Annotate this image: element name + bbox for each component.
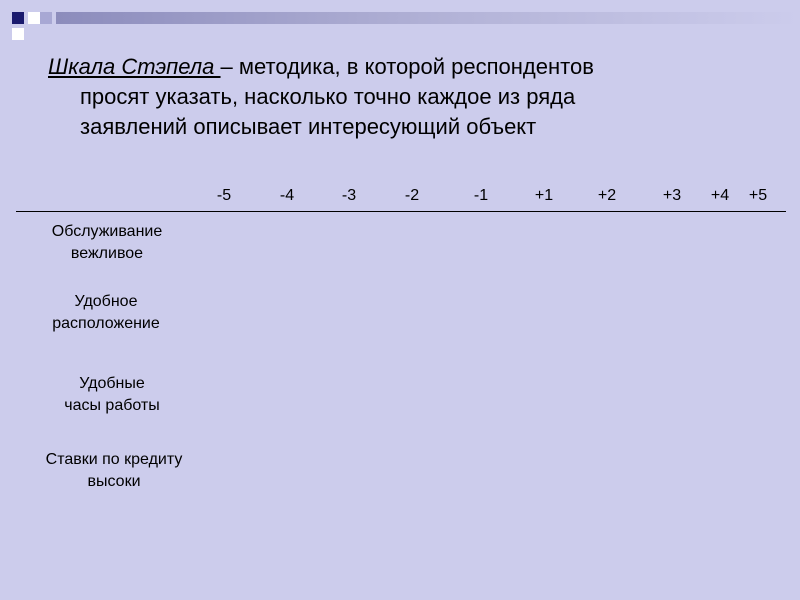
scale-value: +2 (597, 187, 617, 204)
decor-square-dark (12, 12, 24, 24)
item-label (52, 221, 162, 265)
item-label-line: расположение (52, 315, 160, 332)
scale-value: -2 (404, 187, 420, 204)
scale-divider (16, 211, 786, 212)
scale-value: +5 (748, 187, 768, 204)
scale-value: +3 (662, 187, 682, 204)
item-label-line: часы работы (64, 397, 160, 414)
heading-line-3: заявлений описывает интересующий объект (80, 114, 537, 139)
decor-square-light (28, 12, 40, 24)
scale-value: -5 (216, 187, 232, 204)
decor-gradient-bar (56, 12, 800, 24)
item-label (46, 449, 183, 493)
slide-heading (48, 52, 768, 142)
item-label (52, 291, 160, 335)
decor-square-light (12, 28, 24, 40)
scale-value: +4 (710, 187, 730, 204)
item-label-line: высоки (87, 473, 141, 490)
item-label-line: вежливое (70, 245, 144, 262)
heading-line-1-rest: – методика, в которой респондентов (220, 54, 594, 79)
scale-value: -4 (279, 187, 295, 204)
heading-line-1 (48, 52, 768, 82)
heading-term: Шкала Стэпела (48, 54, 221, 79)
decor-square-mid (40, 12, 52, 24)
item-label-line: Удобные (79, 375, 145, 392)
scale-value: +1 (534, 187, 554, 204)
scale-value: -3 (341, 187, 357, 204)
heading-line-2: просят указать, насколько точно каждое из ряда (80, 84, 576, 109)
scale-value: -1 (473, 187, 489, 204)
item-label-line: Обслуживание (51, 223, 163, 240)
item-label-line: Удобное (74, 293, 138, 310)
item-label (64, 373, 160, 417)
item-label-line: Ставки по кредиту (45, 451, 183, 468)
